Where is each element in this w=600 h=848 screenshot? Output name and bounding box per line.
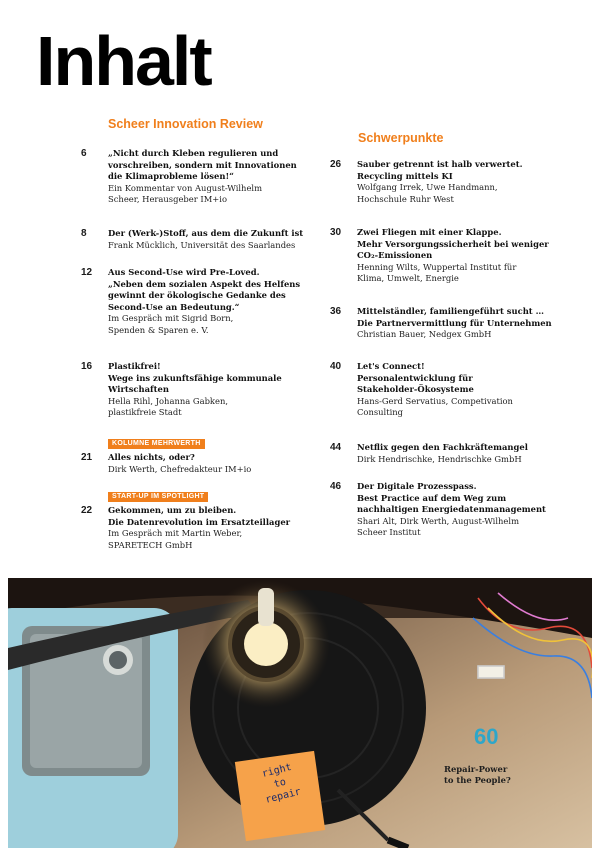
toc-author: Christian Bauer, Nedgex GmbH [357,329,492,340]
feature-caption-line: to the People? [444,775,511,785]
left-section-title: Scheer Innovation Review [108,117,263,131]
toc-headline: Recycling mittels KI [357,170,453,181]
sticky-note-line: repair [264,786,303,806]
toc-headline: CO₂-Emissionen [357,250,433,261]
sticky-note-line: to [272,776,288,791]
toc-headline: Aus Second-Use wird Pre-Loved. [108,267,260,277]
toc-headline: Let's Connect! [357,361,425,371]
column-tag: KOLUMNE MEHRWERTH [108,439,205,449]
toc-headline: Sauber getrennt ist halb verwertet. [357,159,523,169]
right-section-title: Schwerpunkte [358,131,444,145]
toc-headline: Wirtschaften [108,384,169,395]
feature-page-number[interactable]: 60 [474,724,499,749]
toc-headline: Best Practice auf dem Weg zum [357,492,507,503]
toc-author: SPARETECH GmbH [108,539,193,550]
toc-page-number: 40 [330,361,342,372]
toc-headline: Mehr Versorgungssicherheit bei weniger [357,238,549,249]
toc-author: Frank Mücklich, Universität des Saarlandes [108,239,296,250]
toc-headline: Die Partnervermittlung für Unternehmen [357,317,552,328]
toc-headline: Der Digitale Prozesspass. [357,481,477,491]
toc-page-number: 36 [330,306,342,317]
toc-page-number: 30 [330,227,342,238]
desk-lamp [202,580,330,708]
toc-author: plastikfreie Stadt [108,407,182,418]
feature-caption[interactable] [444,764,564,786]
sticky-note-line: right [260,761,293,780]
toc-page-number: 22 [81,505,93,516]
toc-author: Hella Rihl, Johanna Gabken, [108,395,229,406]
toc-headline: Second-Use an Bedeutung.“ [108,301,240,312]
toc-page-number: 26 [330,159,342,170]
toc-headline: die Klimaprobleme lösen!“ [108,171,234,182]
toc-headline: Personalentwicklung für [357,372,473,383]
toc-author: Hochschule Ruhr West [357,193,454,204]
toc-headline: Netflix gegen den Fachkräftemangel [357,442,528,452]
toc-page-number: 12 [81,267,93,278]
toc-headline: Gekommen, um zu bleiben. [108,505,237,515]
toc-page-number: 6 [81,148,87,159]
toc-headline: Der (Werk-)Stoff, aus dem die Zukunft ist [108,228,304,238]
toc-author: Im Gespräch mit Sigrid Born, [108,313,234,324]
toc-author: Spenden & Sparen e. V. [108,324,209,335]
toc-headline: „Nicht durch Kleben regulieren und [108,148,279,158]
toc-headline: Stakeholder-Ökosysteme [357,384,474,395]
toc-page-number: 16 [81,361,93,372]
toc-author: Klima, Umwelt, Energie [357,273,459,284]
toc-headline: Die Datenrevolution im Ersatzteillager [108,516,291,527]
toc-headline: „Neben dem sozialen Aspekt des Helfens [108,278,301,289]
page-title: Inhalt [36,22,211,100]
toc-headline: Plastikfrei! [108,361,161,371]
toc-author: Scheer, Herausgeber IM+io [108,194,228,205]
toc-author: Henning Wilts, Wuppertal Institut für [357,261,517,272]
toc-author: Dirk Werth, Chefredakteur IM+io [108,463,252,474]
toc-author: Consulting [357,407,404,418]
toc-page-number: 21 [81,452,93,463]
toc-author: Dirk Hendrischke, Hendrischke GmbH [357,453,522,464]
toc-page-number: 46 [330,481,342,492]
toc-author: Ein Kommentar von August-Wilhelm [108,182,263,193]
toc-author: Hans-Gerd Servatius, Competivation [357,395,513,406]
toc-headline: Wege ins zukunftsfähige kommunale [108,372,282,383]
feature-caption-line: Repair-Power [444,764,508,774]
feature-photo[interactable] [8,578,592,848]
toc-headline: Zwei Fliegen mit einer Klappe. [357,227,502,237]
toc-author: Wolfgang Irrek, Uwe Handmann, [357,182,498,193]
toc-author: Im Gespräch mit Martin Weber, [108,528,243,539]
toc-headline: Mittelständler, familiengeführt sucht … [357,306,544,316]
startup-tag: START-UP IM SPOTLIGHT [108,492,208,502]
toc-author: Shari Alt, Dirk Werth, August-Wilhelm [357,515,520,526]
toc-page-number: 8 [81,228,87,239]
toc-headline: vorschreiben, sondern mit Innovationen [108,159,297,170]
toc-headline: Alles nichts, oder? [108,452,195,462]
toc-headline: nachhaltigen Energiedatenmanagement [357,504,546,515]
toc-author: Scheer Institut [357,527,421,538]
toc-headline: gewinnt der ökologische Gedanke des [108,290,286,301]
toc-page-number: 44 [330,442,342,453]
